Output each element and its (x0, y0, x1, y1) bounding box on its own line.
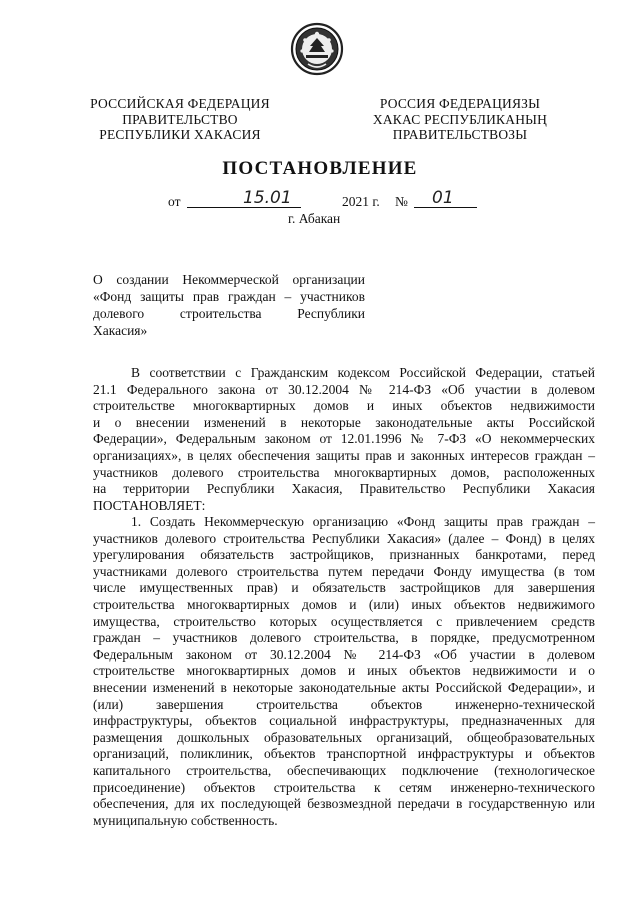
preamble-line: ПОСТАНОВЛЯЕТ: (93, 497, 206, 513)
item-1-line: строительства многоквартирных домов и (или) иных объектов недвижимого (93, 596, 595, 612)
item-1-paragraph (93, 514, 595, 829)
number-handwritten-value: 01 (432, 188, 454, 208)
document-title: ПОСТАНОВЛЕНИЕ (222, 158, 418, 179)
date-number-line (168, 188, 498, 212)
subject-heading (93, 271, 365, 339)
preamble-line: и о внесении изменений в некоторые законодательные акты Российской (93, 414, 595, 430)
header-left-line: РЕСПУБЛИКИ ХАКАСИЯ (99, 127, 261, 142)
header-right-line: РОССИЯ ФЕДЕРАЦИЯЗЫ (379, 96, 541, 111)
item-1-line: присоединение) объектов строительства к сетям инженерно-технического (93, 779, 595, 795)
item-1-line: капитального строительства, обеспечивающих подключение (технологическое (93, 762, 595, 778)
subject-line: долевого строительства Республики (93, 306, 365, 321)
item-1-line: строительстве многоквартирных домов и иных объектов недвижимости и о (93, 663, 595, 679)
year-text: 2021 г. (342, 194, 380, 209)
preamble-line: организациях», в целях обеспечения защиты прав и законных интересов граждан – (93, 447, 595, 463)
subject-line: Хакасия» (93, 323, 148, 338)
item-1-line: участниками долевого строительства путем передачи Фонду имущества (в том (93, 563, 595, 579)
item-1-line: числе имущественных прав) и обязательств застройщиков для завершения (93, 580, 595, 596)
item-1-line: (или) завершения строительства объектов инженерно-технической (93, 696, 595, 712)
item-1-line: организаций, поликлиник, объектов транспортной инфраструктуры и объектов (93, 746, 595, 762)
item-1-line: размещения дошкольных образовательных организаций, общеобразовательных (93, 729, 595, 745)
item-1-line: обеспечения, для их последующей безвозмездной передачи в государственную или (93, 796, 595, 812)
date-from-label: от (168, 194, 181, 209)
header-left-line: РОССИЙСКАЯ ФЕДЕРАЦИЯ (90, 96, 270, 111)
preamble-line: 21.1 Федерального закона от 30.12.2004 № 214-ФЗ «Об участии в долевом (93, 381, 595, 397)
item-1-line: инфраструктуры, объектов социальной инфраструктуры, предназначенных для (93, 713, 595, 729)
preamble-paragraph (93, 365, 595, 514)
coat-of-arms-icon (290, 22, 344, 76)
header-right-line: ПРАВИТЕЛЬСТВОЗЫ (392, 127, 528, 142)
preamble-line: на территории Республики Хакасия, Правительство Республики Хакасия (93, 481, 595, 497)
header-left (85, 96, 275, 143)
preamble-line: строительстве многоквартирных домов и иных объектов недвижимости (93, 398, 595, 414)
city-name: г. Абакан (288, 211, 341, 226)
subject-line: «Фонд защиты прав граждан – участников (93, 289, 365, 304)
header-right (360, 96, 560, 143)
subject-line: О создании Некоммерческой организации (93, 272, 365, 287)
item-1-line: Федеральным законом от 30.12.2004 № 214-ФЗ «Об участии в долевом (93, 646, 595, 662)
number-label: № (395, 194, 408, 209)
item-1-line: муниципальную собственность. (93, 812, 278, 828)
preamble-line: В соответствии с Гражданским кодексом Российской Федерации, статьей (131, 365, 595, 380)
header-left-line: ПРАВИТЕЛЬСТВО (122, 111, 238, 127)
item-1-line: участников долевого строительства Республики Хакасия» (далее – Фонд) в целях (93, 530, 595, 546)
item-1-line: имущества, строительство которых осуществляется с привлечением средств (93, 613, 595, 629)
date-handwritten-value: 15.01 (243, 188, 292, 208)
item-1-line: внесении изменений в некоторые законодательные акты Российской Федерации», и (93, 679, 595, 695)
item-1-line: урегулирования обязательств застройщиков, признанных банкротами, перед (93, 547, 595, 563)
item-1-line: 1. Создать Некоммерческую организацию «Фонд защиты прав граждан – (131, 514, 595, 529)
header-right-line: ХАКАС РЕСПУБЛИКАНЫҢ (372, 111, 548, 127)
item-1-line: граждан – участников долевого строительства, в порядке, предусмотренном (93, 630, 595, 646)
preamble-line: Федерации», Федеральным законом от 12.01.1996 № 7-ФЗ «О некоммерческих (93, 431, 595, 447)
preamble-line: участников долевого строительства многоквартирных домов, расположенных (93, 464, 595, 480)
